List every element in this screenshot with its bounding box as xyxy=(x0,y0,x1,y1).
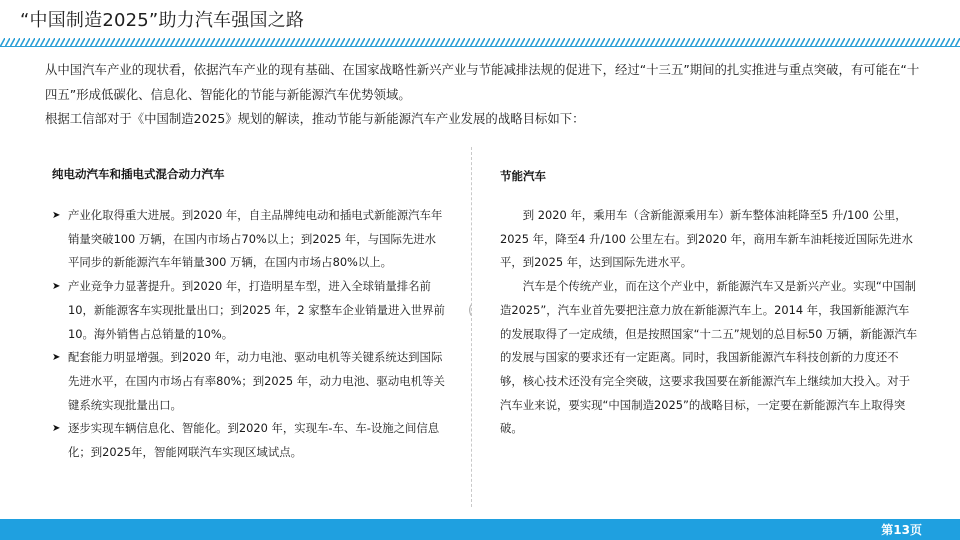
list-item xyxy=(52,346,445,417)
list-item-text: 产业化取得重大进展。到2020 年，自主品牌纯电动和插电式新能源汽车年销量突破100 万辆，在国内市场占70%以上；到2025 年，与国际先进水平同步的新能源汽车年销量300 万辆，在国内市场占80%以上。 xyxy=(68,208,443,270)
arrow-bullet-icon: ➤ xyxy=(52,352,61,364)
page-title: “中国制造2025”助力汽车强国之路 xyxy=(20,10,305,31)
title-underline xyxy=(0,38,960,47)
column-divider xyxy=(471,147,472,507)
list-item-text: 产业竞争力显著提升。到2020 年，打造明星车型，进入全球销量排名前10，新能源客车实现批量出口；到2025 年，2 家整车企业销量进入世界前10。海外销售占总销量的10%。 xyxy=(68,279,445,341)
list-item xyxy=(52,204,445,275)
body-paragraph: 到 2020 年，乘用车（含新能源乘用车）新车整体油耗降至5 升/100 公里，2025 年，降至4 升/100 公里左右。到2020 年，商用车新车油耗接近国际先进水平，到2025 年，达到国际先进水平。 xyxy=(500,208,913,270)
page-number: 第13页 xyxy=(881,523,922,537)
footer-bar xyxy=(0,519,960,540)
list-item xyxy=(52,417,445,464)
arrow-bullet-icon: ➤ xyxy=(52,423,61,435)
list-item-text: 配套能力明显增强。到2020 年，动力电池、驱动电机等关键系统达到国际先进水平，在国内市场占有率80%；到2025 年，动力电池、驱动电机等关键系统实现批量出口。 xyxy=(68,350,445,412)
intro-paragraph: 根据工信部对于《中国制造2025》规划的解读，推动节能与新能源汽车产业发展的战略目标如下： xyxy=(45,111,585,126)
arrow-bullet-icon: ➤ xyxy=(52,281,61,293)
list-item xyxy=(52,275,445,346)
right-column-body xyxy=(500,204,918,441)
body-paragraph: 汽车是个传统产业，而在这个产业中，新能源汽车又是新兴产业。实现“中国制造2025”，汽车业首先要把注意力放在新能源汽车上。2014 年，我国新能源汽车的发展取得了一定成绩，但是按照国家“十二五”规划的总目标50 万辆，新能源汽车的发展与国家的要求还有一定距离。同时，我国新能源汽车科技创新的力度还不够，核心技术还没有完全突破，这要求我国要在新能源汽车上继续加大投入。对于汽车业来说，要实现“中国制造2025”的战略目标，一定要在新能源汽车上取得突破。 xyxy=(500,279,918,436)
bullet-list xyxy=(52,204,445,465)
intro-paragraph: 从中国汽车产业的现状看，依据汽车产业的现有基础、在国家战略性新兴产业与节能减排法规的促进下，经过“十三五”期间的扎实推进与重点突破，有可能在“十四五”形成低碳化、信息化、智能化的节能与新能源汽车优势领域。 xyxy=(45,62,920,102)
left-column-heading: 纯电动汽车和插电式混合动力汽车 xyxy=(52,167,225,181)
intro-text xyxy=(45,58,925,132)
list-item-text: 逐步实现车辆信息化、智能化。到2020 年，实现车-车、车-设施之间信息化；到2025年，智能网联汽车实现区域试点。 xyxy=(68,421,440,460)
arrow-bullet-icon: ➤ xyxy=(52,210,61,221)
divider-mark: ( xyxy=(468,303,473,317)
right-column-heading: 节能汽车 xyxy=(500,169,546,183)
